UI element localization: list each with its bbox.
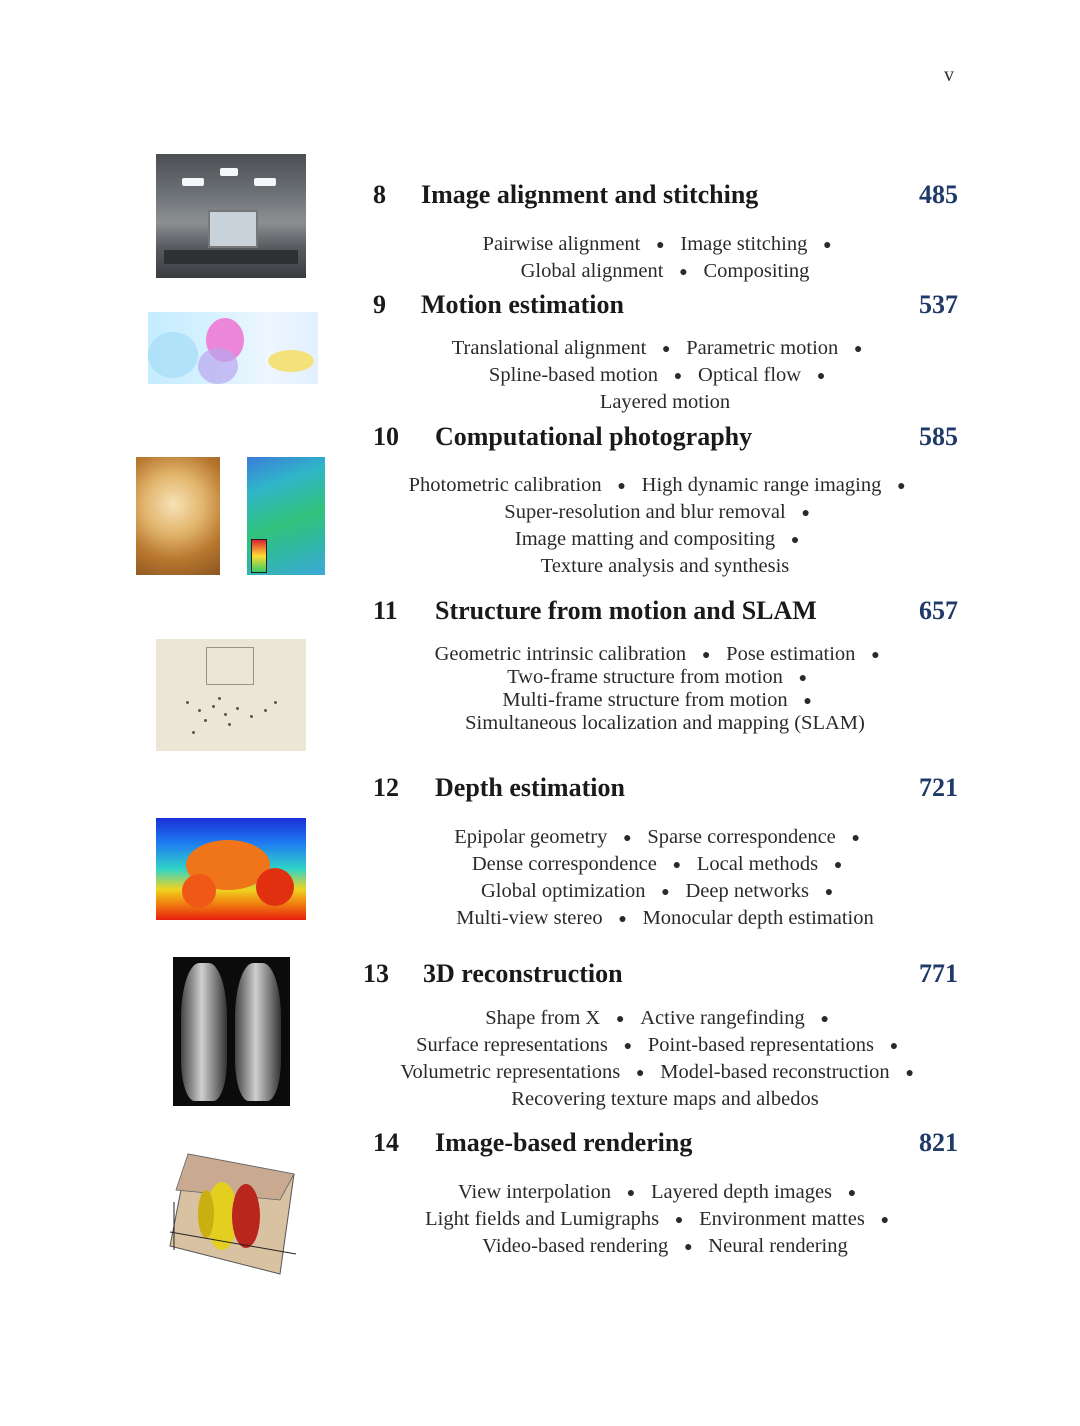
topic[interactable]: View interpolation xyxy=(457,1181,612,1203)
topic-line xyxy=(360,851,970,879)
topic[interactable]: Two-frame structure from motion xyxy=(507,666,783,688)
topic-line xyxy=(360,362,970,390)
bullet-separator: ● xyxy=(880,1212,890,1228)
chapter-title[interactable]: Structure from motion and SLAM xyxy=(435,596,817,625)
chapter-number: 11 xyxy=(373,596,398,625)
bullet-separator: ● xyxy=(820,1011,829,1027)
topic-line xyxy=(360,335,970,363)
bullet-separator: ● xyxy=(618,911,627,927)
topic-line xyxy=(360,231,970,259)
topic[interactable]: Local methods xyxy=(696,853,819,875)
bullet-separator: ● xyxy=(816,368,826,384)
chapter-number: 9 xyxy=(373,290,386,319)
topic[interactable]: Shape from X xyxy=(485,1007,601,1029)
structure-from-motion-thumbnail xyxy=(156,639,306,751)
topic-line xyxy=(360,824,970,852)
bullet-separator: ● xyxy=(803,693,812,709)
bullet-separator: ● xyxy=(636,1065,645,1081)
bullet-separator: ● xyxy=(623,1038,633,1054)
chapter-number: 8 xyxy=(373,180,386,209)
chapter-title[interactable]: Image alignment and stitching xyxy=(421,180,759,209)
chapter-number: 13 xyxy=(363,959,389,988)
bullet-separator: ● xyxy=(905,1065,914,1081)
topic-line xyxy=(360,1179,970,1207)
topic[interactable]: Layered depth images xyxy=(651,1181,833,1203)
topic[interactable]: Image stitching xyxy=(680,233,808,255)
topic[interactable]: Deep networks xyxy=(685,880,810,902)
bullet-separator: ● xyxy=(798,670,808,686)
topic[interactable]: Recovering texture maps and albedos xyxy=(511,1088,819,1110)
topic[interactable]: Monocular depth estimation xyxy=(642,907,874,929)
topic[interactable]: Model-based reconstruction xyxy=(660,1061,890,1083)
chapter-number: 10 xyxy=(373,422,399,451)
topic-line xyxy=(360,526,970,554)
chapter-number: 14 xyxy=(373,1128,399,1157)
topic[interactable]: Photometric calibration xyxy=(408,474,602,496)
chapter-title[interactable]: Depth estimation xyxy=(435,773,625,802)
topic-line xyxy=(360,553,970,580)
bullet-separator: ● xyxy=(790,532,800,548)
bullet-separator: ● xyxy=(617,478,626,494)
chapter-title[interactable]: 3D reconstruction xyxy=(423,959,623,988)
bullet-separator: ● xyxy=(823,237,832,253)
optical-flow-thumbnail xyxy=(148,312,318,384)
topic-line xyxy=(360,1059,970,1087)
topic[interactable]: Neural rendering xyxy=(708,1235,848,1257)
bullet-separator: ● xyxy=(897,478,906,494)
topic[interactable]: Light fields and Lumigraphs xyxy=(425,1208,660,1230)
chapter-page[interactable]: 821 xyxy=(919,1128,958,1157)
topic[interactable]: Multi-frame structure from motion xyxy=(502,689,788,711)
topic[interactable]: Sparse correspondence xyxy=(647,826,836,848)
topic[interactable]: Multi-view stereo xyxy=(456,907,603,929)
topic-line xyxy=(360,258,970,286)
topic-line xyxy=(360,1206,970,1234)
topic[interactable]: Layered motion xyxy=(599,391,731,413)
stitching-thumbnail xyxy=(156,154,306,278)
bullet-separator: ● xyxy=(854,341,863,357)
topic[interactable]: Texture analysis and synthesis xyxy=(540,555,790,577)
topic[interactable]: Volumetric representations xyxy=(400,1061,621,1083)
topic[interactable]: Point-based representations xyxy=(647,1034,874,1056)
bullet-separator: ● xyxy=(679,264,688,280)
hdr-tonemap-thumbnail xyxy=(247,457,325,575)
topic[interactable]: Environment mattes xyxy=(699,1208,865,1230)
topic[interactable]: Image matting and compositing xyxy=(514,528,776,550)
topic-line xyxy=(360,905,970,933)
image-based-rendering-thumbnail xyxy=(160,1150,304,1278)
topic[interactable]: Geometric intrinsic calibration xyxy=(434,643,687,665)
topic-line xyxy=(360,710,970,737)
bullet-separator: ● xyxy=(673,368,683,384)
page-number: v xyxy=(944,64,954,86)
bullet-separator: ● xyxy=(672,857,682,873)
chapter-page[interactable]: 537 xyxy=(919,290,958,319)
topic[interactable]: Optical flow xyxy=(698,364,802,386)
bullet-separator: ● xyxy=(847,1185,857,1201)
topic-line xyxy=(360,1086,970,1113)
topic[interactable]: Dense correspondence xyxy=(471,853,657,875)
topic[interactable]: Surface representations xyxy=(416,1034,608,1056)
topic-line xyxy=(360,499,970,527)
bullet-separator: ● xyxy=(889,1038,899,1054)
topic[interactable]: Video-based rendering xyxy=(482,1235,669,1257)
bullet-separator: ● xyxy=(871,647,880,663)
bullet-separator: ● xyxy=(851,830,860,846)
topic[interactable]: Global alignment xyxy=(520,260,664,282)
bullet-separator: ● xyxy=(662,341,671,357)
chapter-title[interactable]: Image-based rendering xyxy=(435,1128,693,1157)
topic[interactable]: Epipolar geometry xyxy=(454,826,608,848)
topic-line xyxy=(360,1032,970,1060)
chapter-title[interactable]: Motion estimation xyxy=(421,290,624,319)
chapter-page[interactable]: 657 xyxy=(919,596,958,625)
topic-line xyxy=(360,1233,970,1261)
topic-line xyxy=(360,472,970,500)
chapter-page[interactable]: 485 xyxy=(919,180,958,209)
topic[interactable]: Simultaneous localization and mapping (SLAM) xyxy=(465,712,865,734)
topic[interactable]: Pairwise alignment xyxy=(482,233,641,255)
3d-reconstruction-thumbnail xyxy=(173,957,290,1106)
bullet-separator: ● xyxy=(801,505,810,521)
chapter-page[interactable]: 585 xyxy=(919,422,958,451)
topic[interactable]: Compositing xyxy=(703,260,810,282)
topic-line xyxy=(360,878,970,906)
bullet-separator: ● xyxy=(626,1185,636,1201)
topic[interactable]: High dynamic range imaging xyxy=(641,474,882,496)
bullet-separator: ● xyxy=(661,884,670,900)
bullet-separator: ● xyxy=(824,884,834,900)
bullet-separator: ● xyxy=(656,237,665,253)
topic[interactable]: Active rangefinding xyxy=(640,1007,805,1029)
topic[interactable]: Global optimization xyxy=(480,880,646,902)
topic-line xyxy=(360,389,970,416)
chapter-title[interactable]: Computational photography xyxy=(435,422,753,451)
bullet-separator: ● xyxy=(616,1011,625,1027)
depth-map-thumbnail xyxy=(156,818,306,920)
chapter-number: 12 xyxy=(373,773,399,802)
chapter-page[interactable]: 721 xyxy=(919,773,958,802)
bullet-separator: ● xyxy=(701,647,711,663)
chapter-page[interactable]: 771 xyxy=(919,959,958,988)
topic[interactable]: Pose estimation xyxy=(726,643,856,665)
bullet-separator: ● xyxy=(833,857,843,873)
hdr-photo-thumbnail xyxy=(136,457,220,575)
topic[interactable]: Super-resolution and blur removal xyxy=(504,501,786,523)
bullet-separator: ● xyxy=(623,830,632,846)
topic[interactable]: Translational alignment xyxy=(451,337,647,359)
topic-line xyxy=(360,1005,970,1033)
topic[interactable]: Spline-based motion xyxy=(488,364,659,386)
topic[interactable]: Parametric motion xyxy=(686,337,839,359)
bullet-separator: ● xyxy=(674,1212,684,1228)
bullet-separator: ● xyxy=(684,1239,693,1255)
